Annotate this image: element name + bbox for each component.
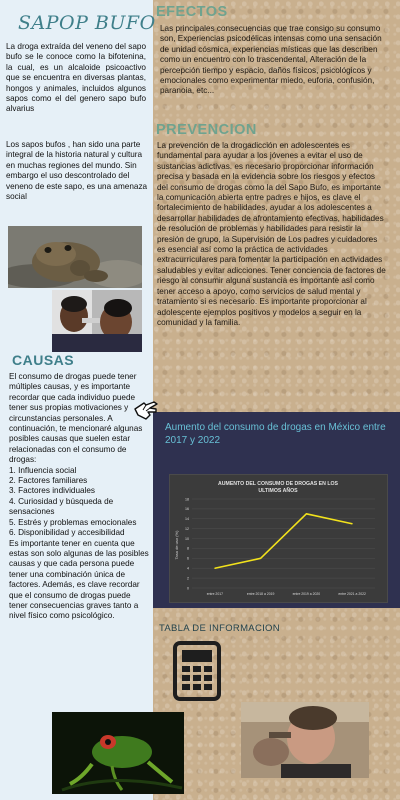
chart-data-point (352, 523, 353, 524)
causas-block (9, 372, 149, 622)
chart-section-heading: Aumento del consumo de drogas en México entre 2017 y 2022 (165, 422, 386, 446)
chart-y-tick-label: 14 (185, 517, 189, 522)
history-paragraph: Los sapos bufos , han sido una parte integral de la historia natural y cultura en muchas regiones del mundo. Sin embargo el uso descontrolado del veneno de este sapo, es una amenaza social (6, 140, 148, 202)
chart-x-tick-label: entre 2017 (206, 592, 223, 596)
line-chart (169, 474, 388, 603)
chart-y-tick-label: 8 (187, 546, 189, 551)
chart-y-tick-label: 18 (185, 497, 189, 502)
chart-data-point (306, 513, 307, 514)
toad-photo (8, 226, 142, 288)
chart-x-tick-label: entre 2021 a 2022 (338, 592, 366, 596)
chart-title: AUMENTO DEL CONSUMO DE DROGAS EN LOS (218, 481, 338, 487)
pointing-hand-cursor-icon (132, 398, 160, 422)
prevencion-paragraph: La prevención de la drogadicción en adolescentes es fundamental para ayudar a los jóvenes a evitar el uso de sustancias adictivas. es necesario proporcionar información precisa y basada en la evidencia sobre los riesgos y efectos del consumo de drogas como la del Sapo Bufo, es importante la comunicación abierta entre padres e hijos, es clave el fortalecimiento de habilidades, ayudar a los adolescentes a desarrollar habilidades de afrontamiento efectivas, habilidades de resolución de problemas y habilidades para resistir la presión de grupo, la Supervisión de Los padres y cuidadores es esencial así como la práctica de actividades extracurriculares para fomentar la participación en actividades saludables y evitar adicciones. Tener conciencia de factores de riesgo al consumir alguna sustancia es importante así como tener acceso a apoyo, como servicios de salud mental y tratamiento si es necesario. Es importante proporcionar al adolescente ejemplos positivos y modelos a seguir en la comunidad y la familia. (157, 141, 386, 327)
chart-y-tick-label: 4 (187, 566, 189, 571)
line-chart-svg (170, 475, 387, 602)
chart-y-tick-label: 2 (187, 576, 189, 581)
chart-title-line-2: ULTIMOS AÑOS (258, 488, 298, 494)
chart-y-tick-label: 12 (185, 526, 189, 531)
chart-x-tick-label: entre 2018 a 2019 (246, 592, 275, 596)
causas-list-item: 5. Estrés y problemas emocionales (9, 517, 137, 527)
causas-list-item: 4. Curiosidad y búsqueda de sensaciones (9, 496, 114, 517)
efectos-heading: EFECTOS (156, 4, 228, 20)
tabla-informacion-label: TABLA DE INFORMACION (159, 623, 280, 634)
chart-data-point (214, 568, 215, 569)
chart-y-axis-label: Tasa de uso (%) (174, 530, 179, 560)
causas-outro: Es importante tener en cuenta que estas son solo algunas de las posibles causas y que cada persona puede tener una combinación única de factores. Además, es clave recordar que el consumo de drogas puede tener consecuencias graves tanto a nivel físico como psicológico. (9, 538, 149, 621)
causas-list-item: 3. Factores individuales (9, 486, 96, 496)
chart-y-tick-label: 6 (187, 556, 189, 561)
spreadsheet-table-icon (171, 640, 227, 704)
causas-heading: CAUSAS (12, 352, 75, 368)
causas-list-item: 1. Influencia social (9, 465, 77, 475)
chart-data-point (260, 558, 261, 559)
prevencion-heading: PREVENCION (156, 122, 257, 138)
intro-paragraph: La droga extraída del veneno del sapo bufo se le conoce como la bifotenina, la cual, es un alcaloide psicoactivo que se encuentra en diversas plantas, hongos y animales, incluidos algunos sapos como el del genero sapo bufo alvarius (6, 42, 146, 114)
chart-y-tick-label: 0 (187, 586, 189, 591)
efectos-paragraph: Las principales consecuencias que trae consigo su consumo son, Experiencias psicodélicas intensas como una sensación de unidad cósmica, experiencias místicas que las describen como un encuentro con lo trascendental, Alteración de la percepción tiempo y espacio, daños físicos, psicológicos y emocionales como experimentar miedo, euforia, confusión, paranoia, etc... (160, 24, 382, 96)
causas-intro: El consumo de drogas puede tener múltiples causas, y es importante recordar que cada individuo puede tener sus propias motivaciones y circunstancias personales. A continuación, te mencionaré algunas posibles causas que suelen estar relacionadas con el consumo de drogas: (9, 372, 143, 465)
chart-y-tick-label: 10 (185, 536, 189, 541)
frog-photo (52, 712, 184, 794)
causas-list-item: 6. Disponibilidad y accesibilidad (9, 528, 125, 538)
smoker-photo (241, 702, 369, 778)
chart-x-tick-label: entre 2019 a 2020 (292, 592, 321, 596)
chart-y-tick-label: 16 (185, 507, 189, 512)
chart-series-line (215, 514, 352, 568)
smokers-photo (52, 290, 142, 352)
causas-list-item: 2. Factores familiares (9, 476, 88, 486)
sapo-bufo-title: SAPOP BUFO (18, 12, 156, 34)
